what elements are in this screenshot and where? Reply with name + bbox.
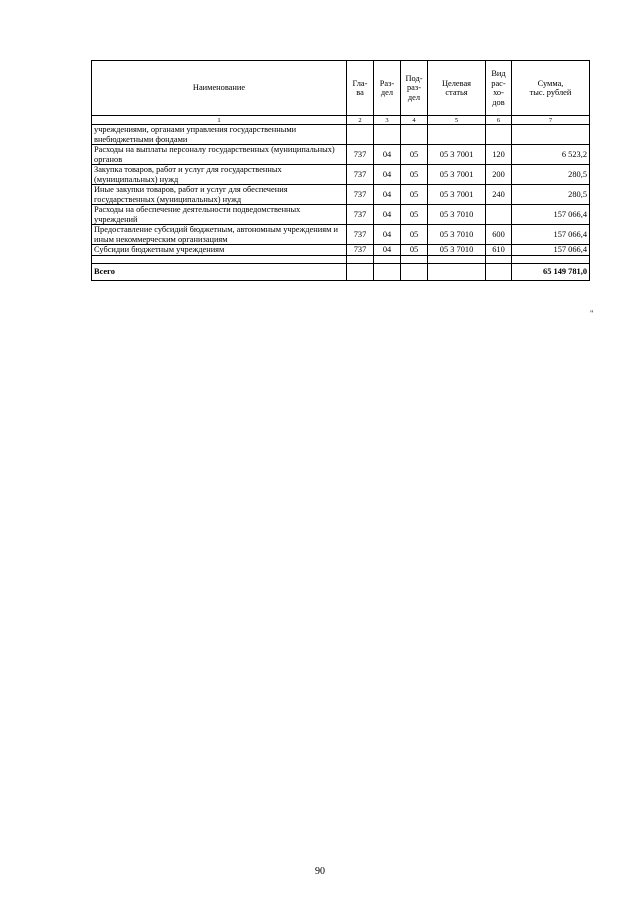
- header-podrazdel: Под- раз- дел: [401, 61, 428, 116]
- row-vid: [486, 125, 512, 145]
- row-summa: [512, 125, 590, 145]
- row-glava: [347, 125, 374, 145]
- table-row: [92, 145, 590, 165]
- row-vid: 240: [486, 185, 512, 205]
- column-number: 5: [428, 116, 486, 125]
- row-vid: 200: [486, 165, 512, 185]
- header-vid: Вид рас- хо- дов: [486, 61, 512, 116]
- row-podrazdel: 05: [401, 225, 428, 245]
- header-name: Наименование: [92, 61, 347, 116]
- total-summa: 65 149 781,0: [543, 267, 587, 277]
- row-name: Расходы на выплаты персоналу государственных (муниципальных) органов: [92, 145, 347, 165]
- row-glava: 737: [347, 245, 374, 256]
- row-razdel: 04: [374, 245, 401, 256]
- row-razdel: 04: [374, 225, 401, 245]
- header-summa: Сумма, тыс. рублей: [512, 61, 590, 116]
- column-number: 2: [347, 116, 374, 125]
- page-number: 90: [315, 866, 325, 877]
- row-celevaya: 05 3 7010: [428, 205, 486, 225]
- row-celevaya: 05 3 7010: [428, 245, 486, 256]
- row-podrazdel: 05: [401, 145, 428, 165]
- row-vid: [486, 205, 512, 225]
- table-row: [92, 125, 590, 145]
- header-glava: Гла- ва: [347, 61, 374, 116]
- row-summa: 157 066,4: [512, 205, 590, 225]
- header-celevaya: Целевая статья: [428, 61, 486, 116]
- row-name: Предоставление субсидий бюджетным, автономным учреждениям и иным некоммерческим организациям: [92, 225, 347, 245]
- column-number-row: [92, 116, 590, 125]
- row-celevaya: 05 3 7001: [428, 165, 486, 185]
- row-vid: 120: [486, 145, 512, 165]
- spacer-row: [92, 256, 590, 264]
- row-podrazdel: 05: [401, 205, 428, 225]
- row-podrazdel: 05: [401, 245, 428, 256]
- total-label: Всего: [92, 264, 347, 281]
- row-glava: 737: [347, 145, 374, 165]
- row-name: Субсидии бюджетным учреждениям: [92, 245, 347, 256]
- row-celevaya: 05 3 7001: [428, 185, 486, 205]
- header-razdel: Раз- дел: [374, 61, 401, 116]
- row-summa: 157 066,4: [512, 245, 590, 256]
- table-row: [92, 185, 590, 205]
- row-podrazdel: 05: [401, 165, 428, 185]
- row-name: Иные закупки товаров, работ и услуг для обеспечения государственных (муниципальных) нужд: [92, 185, 347, 205]
- row-summa: 280,5: [512, 185, 590, 205]
- row-razdel: 04: [374, 165, 401, 185]
- row-razdel: [374, 125, 401, 145]
- row-summa: 280,5: [512, 165, 590, 185]
- table-row: [92, 165, 590, 185]
- column-number: 6: [486, 116, 512, 125]
- row-vid: 600: [486, 225, 512, 245]
- row-vid: 610: [486, 245, 512, 256]
- row-razdel: 04: [374, 185, 401, 205]
- total-summa-cell: [512, 264, 590, 281]
- row-name: учреждениями, органами управления государственными внебюджетными фондами: [92, 125, 347, 145]
- table-row: [92, 205, 590, 225]
- row-podrazdel: 05: [401, 185, 428, 205]
- row-razdel: 04: [374, 145, 401, 165]
- row-celevaya: [428, 125, 486, 145]
- row-glava: 737: [347, 185, 374, 205]
- row-celevaya: 05 3 7001: [428, 145, 486, 165]
- row-name: Закупка товаров, работ и услуг для государственных (муниципальных) нужд: [92, 165, 347, 185]
- total-row: [92, 264, 590, 281]
- table-row: [92, 225, 590, 245]
- row-razdel: 04: [374, 205, 401, 225]
- budget-table: [91, 60, 590, 281]
- row-celevaya: 05 3 7010: [428, 225, 486, 245]
- header-row: [92, 61, 590, 116]
- column-number: 7: [512, 116, 590, 125]
- row-glava: 737: [347, 165, 374, 185]
- column-number: 4: [401, 116, 428, 125]
- column-number: 1: [92, 116, 347, 125]
- row-summa: 157 066,4: [512, 225, 590, 245]
- row-summa: 6 523,2: [512, 145, 590, 165]
- table-row: [92, 245, 590, 256]
- closing-quote: ": [590, 309, 594, 318]
- row-glava: 737: [347, 225, 374, 245]
- row-name: Расходы на обеспечение деятельности подведомственных учреждений: [92, 205, 347, 225]
- column-number: 3: [374, 116, 401, 125]
- row-glava: 737: [347, 205, 374, 225]
- row-podrazdel: [401, 125, 428, 145]
